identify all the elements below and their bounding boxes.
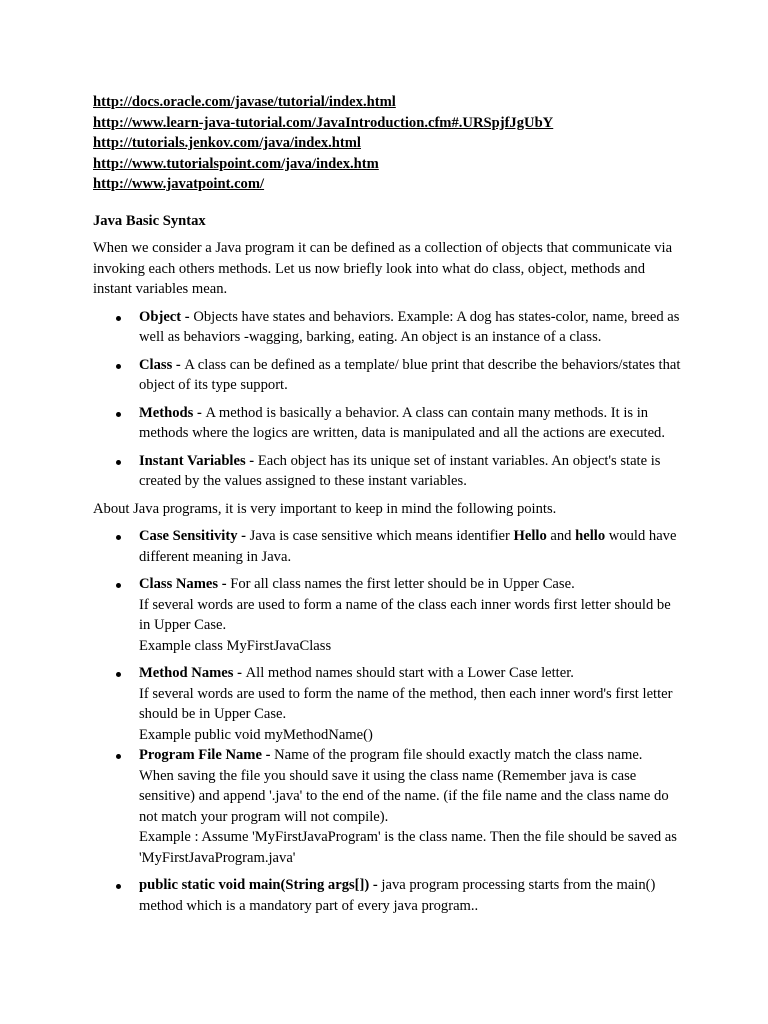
class-names-detail: If several words are used to form a name of the class each inner words first letter should be in Upper Case. [139,596,671,634]
desc-case-and: and [546,528,576,545]
term-program-file-name: Program File Name - [139,747,275,764]
term-method-names: Method Names - [139,665,246,682]
section-heading: Java Basic Syntax [93,212,206,229]
identifier-hello-lower: hello [575,528,606,545]
desc-class: A class can be defined as a template/ blue print that describe the behaviors/states that object of its type support. [139,356,681,394]
identifier-hello-upper: Hello [513,528,547,545]
bullet-icon [116,316,121,321]
bullet-icon [116,412,121,417]
class-names-example: Example class MyFirstJavaClass [139,637,332,654]
desc-program-file-name: Name of the program file should exactly match the class name. [274,747,643,764]
link-javatpoint[interactable]: http://www.javatpoint.com/ [93,176,265,193]
desc-methods: A method is basically a behavior. A class can contain many methods. It is in methods where the logics are written, data is manipulated and all the actions are executed. [139,404,665,442]
intro-paragraph: When we consider a Java program it can be defined as a collection of objects that communicate via invoking each others methods. Let us now briefly look into what do class, object, methods and instant variables mean. [93,240,673,298]
link-jenkov-tutorial[interactable]: http://tutorials.jenkov.com/java/index.html [93,135,361,152]
method-names-detail: If several words are used to form the name of the method, then each inner word's first letter should be in Upper Case. [139,685,673,723]
term-case-sensitivity: Case Sensitivity - [139,528,250,545]
list-item-class [93,355,683,396]
list-item-main-method [93,875,683,916]
desc-object: Objects have states and behaviors. Example: A dog has states-color, name, breed as well as behaviors -wagging, barking, eating. An object is an instance of a class. [139,308,680,346]
link-tutorialspoint[interactable]: http://www.tutorialspoint.com/java/index.htm [93,155,379,172]
term-class-names: Class Names - [139,576,231,593]
bullet-icon [116,535,121,540]
bullet-icon [116,364,121,369]
bullet-icon [116,583,121,588]
points-intro-paragraph: About Java programs, it is very important to keep in mind the following points. [93,500,557,517]
link-oracle-tutorial[interactable]: http://docs.oracle.com/javase/tutorial/index.html [93,94,396,110]
bullet-icon [116,460,121,465]
list-item-object [93,307,683,348]
program-file-name-example: Example : Assume 'MyFirstJavaProgram' is the class name. Then the file should be saved as 'MyFirstJavaProgram.java' [139,829,677,866]
method-names-example: Example public void myMethodName() [139,726,373,743]
term-class: Class - [139,356,185,373]
desc-case-after: would have different meaning in Java. [139,528,677,565]
desc-instant-variables: Each object has its unique set of instant variables. An object's state is created by the values assigned to these instant variables. [139,452,661,490]
list-item-class-names [93,574,683,656]
bullet-icon [116,754,121,759]
list-item-methods [93,403,683,444]
points-list [93,526,683,916]
document-content [93,92,683,923]
desc-class-names: For all class names the first letter should be in Upper Case. [230,576,575,593]
list-item-case-sensitivity [93,526,683,567]
desc-main-method: java program processing starts from the main() method which is a mandatory part of every java program.. [139,877,656,914]
desc-case-before: Java is case sensitive which means identifier [249,528,514,545]
bullet-icon [116,884,121,889]
term-instant-variables: Instant Variables - [139,452,258,469]
term-main-method: public static void main(String args[]) - [139,877,382,894]
reference-links [93,92,683,195]
list-item-program-file-name [93,745,683,868]
term-object: Object - [139,308,194,325]
term-methods: Methods - [139,404,206,421]
program-file-name-detail: When saving the file you should save it using the class name (Remember java is case sensitive) and append '.java' to the end of the name. (if the file name and the class name do not match your program will not compile). [139,767,669,825]
link-learn-java-tutorial[interactable]: http://www.learn-java-tutorial.com/JavaIntroduction.cfm#.URSpjfJgUbY [93,114,554,131]
list-item-instant-variables [93,451,683,492]
bullet-icon [116,672,121,677]
concepts-list [93,307,683,492]
desc-method-names: All method names should start with a Lower Case letter. [245,665,574,682]
list-item-method-names [93,663,683,745]
